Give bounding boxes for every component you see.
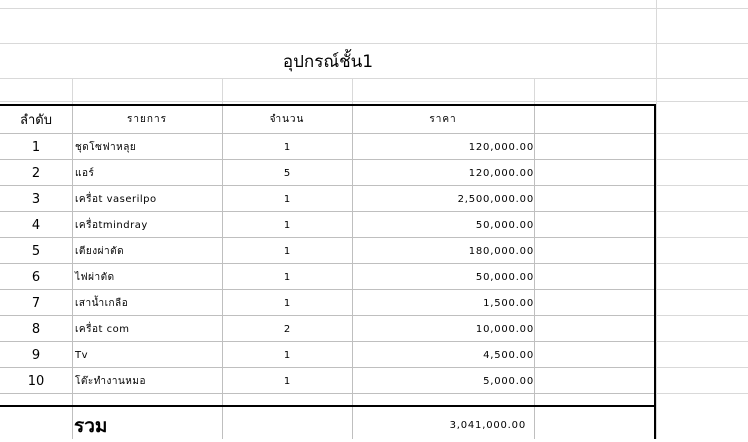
gridline — [656, 315, 748, 316]
cell-item: Tv — [75, 349, 89, 361]
cell-item: เตียงผ่าตัด — [75, 245, 125, 257]
cell-qty: 1 — [283, 297, 291, 309]
gridline — [222, 78, 223, 105]
cell-price: 120,000.00 — [468, 167, 534, 179]
gridline — [656, 185, 748, 186]
cell-item: เครื่อtmindray — [75, 219, 148, 231]
header-seq: ลำดับ — [20, 112, 52, 128]
cell-qty: 1 — [283, 271, 291, 283]
cell-price: 5,000.00 — [483, 375, 534, 387]
cell-price: 50,000.00 — [475, 219, 534, 231]
cell-price: 4,500.00 — [483, 349, 534, 361]
cell-item: เครื่อt vaserilpo — [75, 193, 157, 205]
cell-seq: 3 — [31, 191, 41, 207]
cell-seq: 5 — [31, 243, 41, 259]
sheet-title: อุปกรณ์ชั้น1 — [282, 51, 374, 72]
cell-qty: 1 — [283, 245, 291, 257]
cell-qty: 1 — [283, 219, 291, 231]
cell-qty: 5 — [283, 167, 291, 179]
gridline — [352, 78, 353, 105]
cell-price: 2,500,000.00 — [457, 193, 534, 205]
gridline — [656, 341, 748, 342]
cell-qty: 2 — [283, 323, 291, 335]
gridline — [656, 289, 748, 290]
cell-price: 120,000.00 — [468, 141, 534, 153]
total-value: 3,041,000.00 — [449, 419, 526, 431]
cell-item: ชุดโซฟาหลุย — [75, 141, 137, 153]
cell-seq: 2 — [31, 165, 41, 181]
gridline — [0, 101, 748, 102]
cell-seq: 8 — [31, 321, 41, 337]
table-right-border — [654, 104, 656, 439]
total-label: รวม — [74, 415, 108, 437]
header-qty: จำนวน — [269, 113, 305, 125]
cell-seq: 1 — [31, 139, 41, 155]
gridline — [656, 211, 748, 212]
cell-price: 1,500.00 — [483, 297, 534, 309]
cell-seq: 4 — [31, 217, 41, 233]
total-top-border — [0, 405, 656, 407]
header-price: ราคา — [429, 113, 457, 125]
cell-item: ไฟผ่าตัด — [75, 271, 115, 283]
gridline — [656, 393, 748, 394]
cell-qty: 1 — [283, 193, 291, 205]
header-item: รายการ — [127, 113, 167, 125]
gridline — [656, 159, 748, 160]
cell-item: เสาน้ำเกลือ — [75, 297, 129, 309]
cell-seq: 7 — [31, 295, 41, 311]
cell-item: เครื่อt com — [75, 323, 130, 335]
cell-qty: 1 — [283, 375, 291, 387]
cell-price: 50,000.00 — [475, 271, 534, 283]
gridline — [534, 78, 535, 105]
cell-price: 10,000.00 — [475, 323, 534, 335]
gridline — [656, 0, 657, 439]
cell-seq: 9 — [31, 347, 41, 363]
cell-item: แอร์ — [75, 167, 95, 179]
cell-qty: 1 — [283, 349, 291, 361]
gridline — [72, 78, 73, 105]
cell-qty: 1 — [283, 141, 291, 153]
gridline — [656, 237, 748, 238]
gridline — [656, 133, 748, 134]
cell-seq: 6 — [31, 269, 41, 285]
cell-seq: 10 — [27, 373, 45, 389]
gridline — [656, 263, 748, 264]
cell-price: 180,000.00 — [468, 245, 534, 257]
cell-item: โต๊ะทำงานหมอ — [75, 375, 146, 387]
gridline — [656, 367, 748, 368]
gridline — [0, 8, 748, 9]
gridline — [0, 78, 748, 79]
